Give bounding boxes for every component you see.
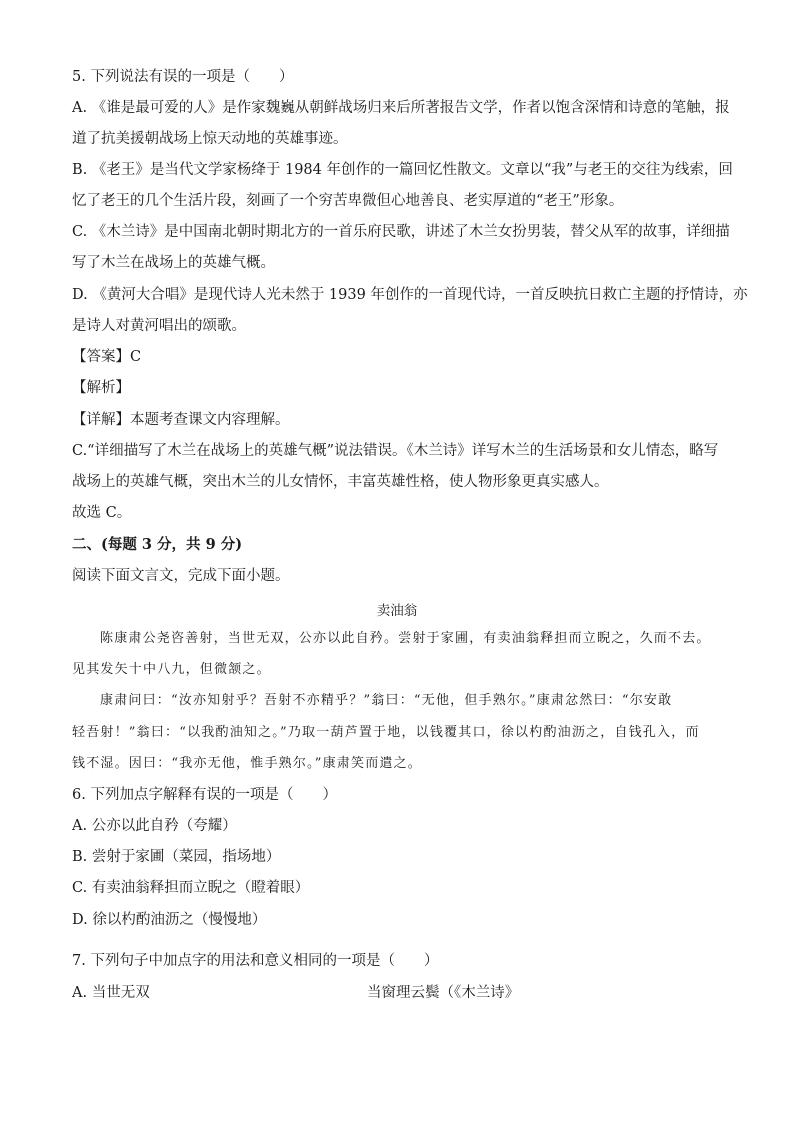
q6-option-c: C. 有卖油翁释担而立睨之（瞪着眼） bbox=[72, 880, 310, 896]
q6-option-d: D. 徐以杓酌油沥之（慢慢地） bbox=[72, 912, 267, 928]
passage-para2-line2: 轻吾射！”翁曰：“以我酌油知之。”乃取一葫芦置于地，以钱覆其口，徐以杓酌油沥之，自钱孔入，而 bbox=[72, 725, 700, 740]
q5-option-b-line2: 忆了老王的几个生活片段，刻画了一个穷苦卑微但心地善良、老实厚道的“老王”形象。 bbox=[72, 193, 624, 209]
q5-option-d-line2: 是诗人对黄河唱出的颂歌。 bbox=[72, 318, 246, 334]
q5-answer: 【答案】C bbox=[72, 349, 142, 365]
q6-option-a: A. 公亦以此自矜（夸耀） bbox=[72, 818, 237, 834]
passage-para2-line1: 康肃问曰：“汝亦知射乎？吾射不亦精乎？”翁曰：“无他，但手熟尔。”康肃忿然曰：“尔安敢 bbox=[100, 693, 673, 708]
q7-option-a-left: A. 当世无双 bbox=[72, 985, 150, 1001]
q5-explanation-line2: 战场上的英雄气概，突出木兰的儿女情怀，丰富英雄性格，使人物形象更真实感人。 bbox=[72, 474, 609, 490]
q7-option-a-right: 当窗理云鬓（《木兰诗》 bbox=[367, 985, 520, 1001]
q5-option-b-line1: B. 《老王》是当代文学家杨绛于 1984 年创作的一篇回忆性散文。文章以“我”与老王的交往为线索，回 bbox=[72, 162, 733, 178]
q6-stem: 6. 下列加点字解释有误的一项是（ ） bbox=[72, 787, 337, 803]
section-instruction: 阅读下面文言文，完成下面小题。 bbox=[72, 568, 290, 584]
passage-para2-line3: 钱不湿。因曰：“我亦无他，惟手熟尔。”康肃笑而遣之。 bbox=[72, 756, 422, 771]
q5-stem: 5. 下列说法有误的一项是（ ） bbox=[72, 69, 294, 85]
q5-detail: 【详解】本题考查课文内容理解。 bbox=[72, 412, 290, 428]
q7-stem: 7. 下列句子中加点字的用法和意义相同的一项是（ ） bbox=[72, 953, 439, 969]
q5-option-c-line1: C. 《木兰诗》是中国南北朝时期北方的一首乐府民歌，讲述了木兰女扮男装，替父从军的故事，详细描 bbox=[72, 224, 730, 240]
q6-option-b: B. 尝射于家圃（菜园，指场地） bbox=[72, 849, 281, 865]
passage-para1-line1: 陈康肃公尧咨善射，当世无双，公亦以此自矜。尝射于家圃，有卖油翁释担而立睨之，久而不去。 bbox=[100, 631, 711, 646]
q5-conclusion: 故选 C。 bbox=[72, 505, 132, 521]
q5-option-d-line1: D. 《黄河大合唱》是现代诗人光未然于 1939 年创作的一首现代诗，一首反映抗日救亡主题的抒情诗，亦 bbox=[72, 287, 748, 303]
q5-explanation-line1: C.“详细描写了木兰在战场上的英雄气概”说法错误。《木兰诗》详写木兰的生活场景和女儿情态，略写 bbox=[72, 443, 719, 459]
q5-option-a-line1: A. 《谁是最可爱的人》是作家魏巍从朝鲜战场归来后所著报告文学，作者以饱含深情和诗意的笔触，报 bbox=[72, 100, 730, 116]
q5-option-a-line2: 道了抗美援朝战场上惊天动地的英雄事迹。 bbox=[72, 131, 348, 147]
section-heading: 二、(每题 3 分，共 9 分) bbox=[72, 536, 243, 553]
passage-title: 卖油翁 bbox=[376, 603, 418, 619]
passage-para1-line2: 见其发矢十中八九，但微颔之。 bbox=[72, 662, 271, 677]
q5-analysis-label: 【解析】 bbox=[72, 380, 130, 396]
q5-option-c-line2: 写了木兰在战场上的英雄气概。 bbox=[72, 255, 275, 271]
